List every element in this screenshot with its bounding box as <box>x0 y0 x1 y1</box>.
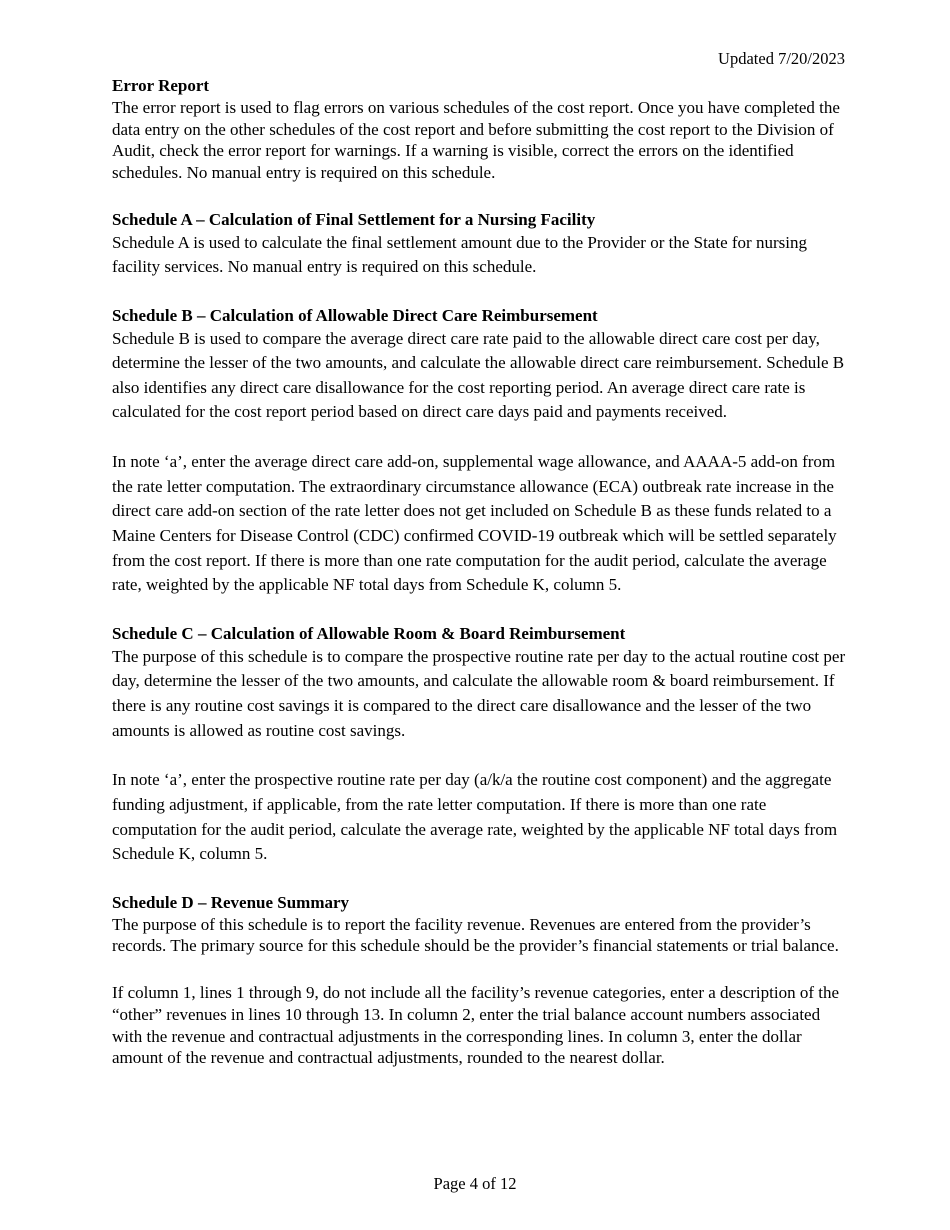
paragraph: The error report is used to flag errors on various schedules of the cost report. Once you have completed the data entry on the other schedules of the cost report and before submitting the cost report to the Division of Audit, check the error report for warnings. If a warning is visible, correct the errors on the identified schedules. No manual entry is required on this schedule. <box>112 97 840 182</box>
section-heading: Schedule A – Calculation of Final Settlement for a Nursing Facility <box>112 209 596 229</box>
document-sections <box>112 75 849 1069</box>
section-heading: Schedule B – Calculation of Allowable Direct Care Reimbursement <box>112 305 598 325</box>
paragraph: Schedule A is used to calculate the final settlement amount due to the Provider or the State for nursing facility services. No manual entry is required on this schedule. <box>112 232 807 277</box>
section-heading: Schedule C – Calculation of Allowable Room & Board Reimbursement <box>112 623 626 643</box>
section-heading: Schedule D – Revenue Summary <box>112 892 350 912</box>
paragraph: The purpose of this schedule is to compare the prospective routine rate per day to the actual routine cost per day, determine the lesser of the two amounts, and calculate the allowable room & board reimbursement. If there is any routine cost savings it is compared to the direct care disallowance and the lesser of the two amounts is allowed as routine cost savings. <box>112 646 846 740</box>
paragraph: In note ‘a’, enter the average direct care add-on, supplemental wage allowance, and AAAA-5 add-on from the rate letter computation. The extraordinary circumstance allowance (ECA) outbreak rate increase in the direct care add-on section of the rate letter does not get included on Schedule B as these funds related to a Maine Centers for Disease Control (CDC) confirmed COVID-19 outbreak which will be settled separately from the cost report. If there is more than one rate computation for the audit period, calculate the average rate, weighted by the applicable NF total days from Schedule K, column 5. <box>112 452 837 595</box>
paragraph: In note ‘a’, enter the prospective routine rate per day (a/k/a the routine cost component) and the aggregate funding adjustment, if applicable, from the rate letter computation. If there is more than one rate computation for the audit period, calculate the average rate, weighted by the applicable NF total days from Schedule K, column 5. <box>112 770 838 864</box>
section-error-report <box>112 75 849 184</box>
section-schedule-d <box>112 892 849 1069</box>
section-schedule-c <box>112 623 849 867</box>
paragraph: The purpose of this schedule is to report the facility revenue. Revenues are entered from the provider’s records. The primary source for this schedule should be the provider’s financial statements or trial balance. <box>112 914 839 956</box>
section-schedule-b <box>112 305 849 598</box>
page-number-label: Page 4 of 12 <box>433 1174 517 1193</box>
section-schedule-a <box>112 209 849 280</box>
updated-date-label: Updated 7/20/2023 <box>718 49 845 68</box>
paragraph: Schedule B is used to compare the average direct care rate paid to the allowable direct care cost per day, determine the lesser of the two amounts, and calculate the allowable direct care reimbursement. Schedule B also identifies any direct care disallowance for the cost reporting period. An average direct care rate is calculated for the cost report period based on direct care days paid and payments received. <box>112 328 845 422</box>
section-heading: Error Report <box>112 76 210 95</box>
paragraph: If column 1, lines 1 through 9, do not include all the facility’s revenue categories, enter a description of the “other” revenues in lines 10 through 13. In column 2, enter the trial balance account numbers associated with the revenue and contractual adjustments in the corresponding lines. In column 3, enter the dollar amount of the revenue and contractual adjustments, rounded to the nearest dollar. <box>112 983 839 1068</box>
